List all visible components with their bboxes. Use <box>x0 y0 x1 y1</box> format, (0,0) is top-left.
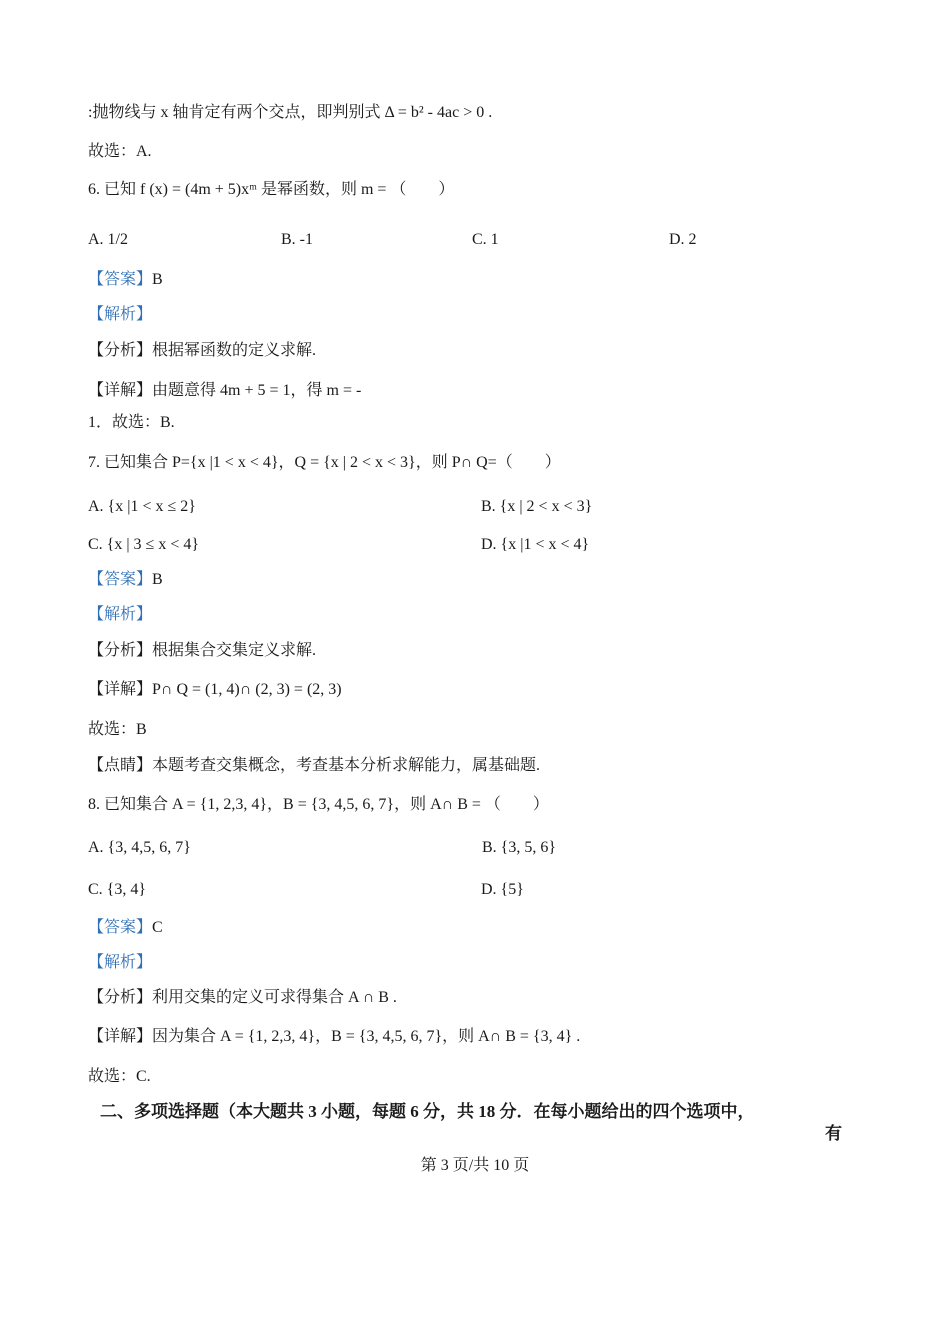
analysis-header: 【解析】 <box>88 954 153 971</box>
answer-line: 【答案】B <box>88 271 163 288</box>
answer-line: 【答案】C <box>88 919 163 936</box>
analysis-line: 【分析】利用交集的定义可求得集合 A ∩ B . <box>88 989 397 1006</box>
detail-line: 【详解】由题意得 4m + 5 = 1，得 m = - <box>88 382 362 399</box>
conclusion-line: 故选：B <box>88 721 147 738</box>
analysis-header: 【解析】 <box>88 306 153 323</box>
question-6: 6. 已知 f (x) = (4m + 5)xᵐ 是幂函数，则 m = （ ） <box>88 181 455 198</box>
question-7: 7. 已知集合 P={x |1 < x < 4}，Q = {x | 2 < x < 3}，则 P∩ Q=（ ） <box>88 454 561 471</box>
remark-line: 【点睛】本题考查交集概念，考查基本分析求解能力，属基础题. <box>88 757 541 774</box>
option-a: A. {3, 4,5, 6, 7} <box>88 839 191 856</box>
text-line: 故选：A. <box>88 143 152 160</box>
text-line: :抛物线与 x 轴肯定有两个交点，即判别式 Δ = b² - 4ac > 0 . <box>88 104 493 121</box>
option-b: B. -1 <box>281 231 313 248</box>
detail-line-cont: 1．故选：B. <box>88 414 175 431</box>
option-c: C. 1 <box>472 231 499 248</box>
option-c: C. {x | 3 ≤ x < 4} <box>88 536 200 553</box>
section-heading: 二、多项选择题（本大题共 3 小题，每题 6 分，共 18 分．在每小题给出的四个选项中， <box>100 1102 755 1121</box>
analysis-line: 【分析】根据集合交集定义求解. <box>88 642 317 659</box>
question-8: 8. 已知集合 A = {1, 2,3, 4}，B = {3, 4,5, 6, 7}，则 A∩ B = （ ） <box>88 796 549 813</box>
option-d: D. {5} <box>481 881 524 898</box>
option-b: B. {x | 2 < x < 3} <box>481 498 593 515</box>
analysis-header: 【解析】 <box>88 606 153 623</box>
detail-line: 【详解】因为集合 A = {1, 2,3, 4}，B = {3, 4,5, 6, 7}，则 A∩ B = {3, 4} . <box>88 1028 581 1045</box>
option-b: B. {3, 5, 6} <box>482 839 557 856</box>
option-d: D. 2 <box>669 231 697 248</box>
detail-line: 【详解】P∩ Q = (1, 4)∩ (2, 3) = (2, 3) <box>88 681 342 698</box>
analysis-line: 【分析】根据幂函数的定义求解. <box>88 342 317 359</box>
option-a: A. {x |1 < x ≤ 2} <box>88 498 196 515</box>
page-footer: 第 3 页/共 10 页 <box>420 1157 530 1174</box>
section-heading-cont: 有 <box>825 1124 842 1143</box>
answer-line: 【答案】B <box>88 571 163 588</box>
option-c: C. {3, 4} <box>88 881 147 898</box>
option-d: D. {x |1 < x < 4} <box>481 536 590 553</box>
option-a: A. 1/2 <box>88 231 128 248</box>
conclusion-line: 故选：C. <box>88 1068 151 1085</box>
